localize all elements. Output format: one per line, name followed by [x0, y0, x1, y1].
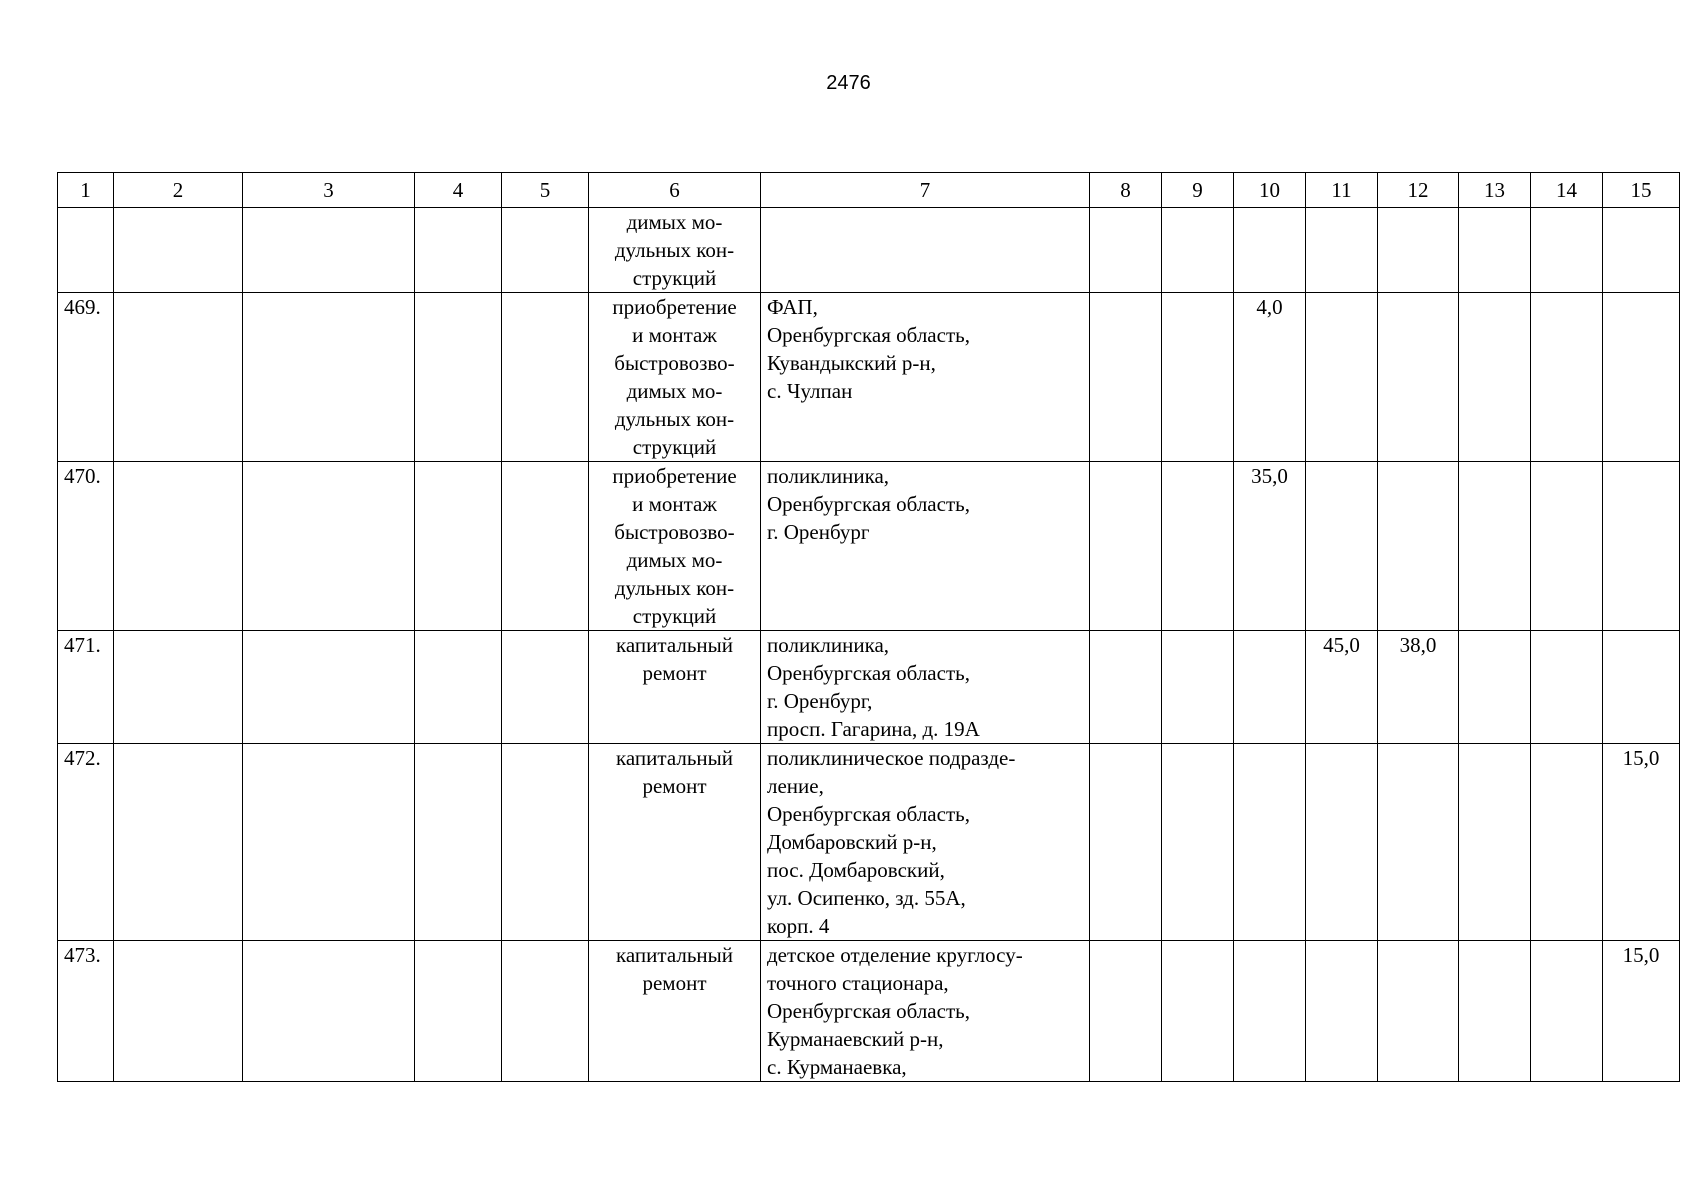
column-header: 3: [243, 173, 415, 208]
value-cell-c9: [1162, 208, 1234, 293]
cell-text-line: детское отделение круглосу-: [767, 943, 1023, 967]
cell-text-line: с. Чулпан: [767, 379, 853, 403]
cell-text-line: Оренбургская область,: [767, 661, 970, 685]
empty-cell: [114, 631, 243, 744]
object-cell: [761, 208, 1090, 293]
cell-text-line: ремонт: [642, 661, 707, 685]
object-cell: [761, 631, 1090, 744]
empty-cell: [114, 941, 243, 1082]
value-cell-c12: [1378, 941, 1459, 1082]
cell-text-line: быстровозво-: [614, 520, 735, 544]
value-cell-c14: [1531, 208, 1603, 293]
cell-text-line: приобретение: [612, 464, 737, 488]
empty-cell: [502, 744, 589, 941]
value-cell-c13: [1459, 462, 1531, 631]
value-cell-c15: [1603, 631, 1680, 744]
value-cell-c8: [1090, 631, 1162, 744]
value-cell-c10: [1234, 941, 1306, 1082]
empty-cell: [243, 293, 415, 462]
object-cell: [761, 941, 1090, 1082]
column-header: 14: [1531, 173, 1603, 208]
work-type-cell: [589, 208, 761, 293]
page-number: 2476: [826, 72, 871, 94]
cell-text-line: г. Оренбург,: [767, 689, 873, 713]
cell-text-line: Домбаровский р-н,: [767, 830, 937, 854]
column-header: 1: [58, 173, 114, 208]
column-header: 9: [1162, 173, 1234, 208]
cell-text-line: капитальный: [616, 633, 733, 657]
table-row: [58, 208, 1680, 293]
value-cell-c8: [1090, 293, 1162, 462]
cell-text-line: Курманаевский р-н,: [767, 1027, 944, 1051]
cell-text-line: ФАП,: [767, 295, 818, 319]
work-type-cell: [589, 941, 761, 1082]
cell-text-line: ул. Осипенко, зд. 55А,: [767, 886, 966, 910]
value-cell-c10: [1234, 208, 1306, 293]
value-cell-c12: [1378, 208, 1459, 293]
cell-text-line: ремонт: [642, 971, 707, 995]
empty-cell: [114, 208, 243, 293]
document-table: [57, 172, 1680, 1082]
object-cell: [761, 293, 1090, 462]
value-cell-c10: 35,0: [1234, 462, 1306, 631]
value-cell-c11: 45,0: [1306, 631, 1378, 744]
value-cell-c11: [1306, 208, 1378, 293]
value-cell-c11: [1306, 744, 1378, 941]
empty-cell: [415, 462, 502, 631]
cell-text-line: димых мо-: [626, 210, 723, 234]
cell-text-line: димых мо-: [626, 548, 723, 572]
value-cell-c13: [1459, 941, 1531, 1082]
cell-text-line: струкций: [632, 266, 717, 290]
cell-text-line: Оренбургская область,: [767, 492, 970, 516]
empty-cell: [415, 293, 502, 462]
object-cell: [761, 744, 1090, 941]
empty-cell: [114, 293, 243, 462]
cell-text-line: капитальный: [616, 943, 733, 967]
table-body: [58, 208, 1680, 1082]
cell-text-line: капитальный: [616, 746, 733, 770]
value-cell-c14: [1531, 744, 1603, 941]
cell-text-line: с. Курманаевка,: [767, 1055, 907, 1079]
column-header: 8: [1090, 173, 1162, 208]
column-header: 15: [1603, 173, 1680, 208]
cell-text-line: поликлиника,: [767, 633, 890, 657]
value-cell-c11: [1306, 293, 1378, 462]
cell-text-line: Оренбургская область,: [767, 323, 970, 347]
column-header: 5: [502, 173, 589, 208]
cell-text-line: корп. 4: [767, 914, 830, 938]
column-number-header: [58, 173, 1680, 208]
empty-cell: [243, 208, 415, 293]
value-cell-c14: [1531, 941, 1603, 1082]
value-cell-c11: [1306, 941, 1378, 1082]
cell-text-line: быстровозво-: [614, 351, 735, 375]
empty-cell: [415, 631, 502, 744]
value-cell-c9: [1162, 941, 1234, 1082]
value-cell-c13: [1459, 293, 1531, 462]
value-cell-c15: [1603, 208, 1680, 293]
column-header: 6: [589, 173, 761, 208]
table-row: [58, 631, 1680, 744]
work-type-cell: [589, 631, 761, 744]
value-cell-c15: 15,0: [1603, 941, 1680, 1082]
empty-cell: [415, 744, 502, 941]
value-cell-c12: [1378, 293, 1459, 462]
value-cell-c15: 15,0: [1603, 744, 1680, 941]
column-header: 13: [1459, 173, 1531, 208]
column-header: 2: [114, 173, 243, 208]
work-type-cell: [589, 744, 761, 941]
cell-text-line: г. Оренбург: [767, 520, 870, 544]
empty-cell: [243, 462, 415, 631]
empty-cell: [114, 744, 243, 941]
row-number-cell: 472.: [58, 744, 114, 941]
cell-text-line: струкций: [632, 604, 717, 628]
object-cell: [761, 462, 1090, 631]
value-cell-c13: [1459, 631, 1531, 744]
cell-text-line: струкций: [632, 435, 717, 459]
cell-text-line: Оренбургская область,: [767, 999, 970, 1023]
row-number-cell: 473.: [58, 941, 114, 1082]
empty-cell: [114, 462, 243, 631]
empty-cell: [502, 631, 589, 744]
cell-text-line: пос. Домбаровский,: [767, 858, 945, 882]
column-header: 7: [761, 173, 1090, 208]
empty-cell: [243, 631, 415, 744]
table-row: [58, 293, 1680, 462]
cell-text-line: и монтаж: [632, 492, 717, 516]
value-cell-c13: [1459, 208, 1531, 293]
value-cell-c8: [1090, 208, 1162, 293]
empty-cell: [243, 744, 415, 941]
cell-text-line: Кувандыкский р-н,: [767, 351, 936, 375]
value-cell-c13: [1459, 744, 1531, 941]
column-header: 12: [1378, 173, 1459, 208]
work-type-cell: [589, 293, 761, 462]
empty-cell: [243, 941, 415, 1082]
value-cell-c10: [1234, 744, 1306, 941]
table-row: [58, 744, 1680, 941]
value-cell-c9: [1162, 293, 1234, 462]
value-cell-c12: [1378, 462, 1459, 631]
value-cell-c9: [1162, 462, 1234, 631]
empty-cell: [502, 462, 589, 631]
row-number-cell: 471.: [58, 631, 114, 744]
value-cell-c14: [1531, 631, 1603, 744]
value-cell-c8: [1090, 462, 1162, 631]
column-header: 10: [1234, 173, 1306, 208]
cell-text-line: и монтаж: [632, 323, 717, 347]
value-cell-c14: [1531, 293, 1603, 462]
value-cell-c12: 38,0: [1378, 631, 1459, 744]
value-cell-c14: [1531, 462, 1603, 631]
empty-cell: [415, 941, 502, 1082]
row-number-cell: 470.: [58, 462, 114, 631]
work-type-cell: [589, 462, 761, 631]
empty-cell: [415, 208, 502, 293]
cell-text-line: поликлиническое подразде-: [767, 746, 1016, 770]
table-row: [58, 941, 1680, 1082]
value-cell-c15: [1603, 293, 1680, 462]
cell-text-line: дульных кон-: [614, 576, 735, 600]
column-header: 11: [1306, 173, 1378, 208]
cell-text-line: поликлиника,: [767, 464, 890, 488]
cell-text-line: димых мо-: [626, 379, 723, 403]
value-cell-c10: 4,0: [1234, 293, 1306, 462]
cell-text-line: приобретение: [612, 295, 737, 319]
value-cell-c8: [1090, 744, 1162, 941]
value-cell-c10: [1234, 631, 1306, 744]
cell-text-line: дульных кон-: [614, 238, 735, 262]
value-cell-c8: [1090, 941, 1162, 1082]
row-number-cell: 469.: [58, 293, 114, 462]
cell-text-line: ление,: [767, 774, 824, 798]
empty-cell: [502, 941, 589, 1082]
row-number-cell: [58, 208, 114, 293]
cell-text-line: точного стационара,: [767, 971, 949, 995]
empty-cell: [502, 293, 589, 462]
value-cell-c15: [1603, 462, 1680, 631]
cell-text-line: дульных кон-: [614, 407, 735, 431]
column-header: 4: [415, 173, 502, 208]
value-cell-c11: [1306, 462, 1378, 631]
empty-cell: [502, 208, 589, 293]
table-row: [58, 462, 1680, 631]
cell-text-line: Оренбургская область,: [767, 802, 970, 826]
value-cell-c9: [1162, 631, 1234, 744]
value-cell-c12: [1378, 744, 1459, 941]
cell-text-line: просп. Гагарина, д. 19А: [767, 717, 980, 741]
value-cell-c9: [1162, 744, 1234, 941]
cell-text-line: ремонт: [642, 774, 707, 798]
